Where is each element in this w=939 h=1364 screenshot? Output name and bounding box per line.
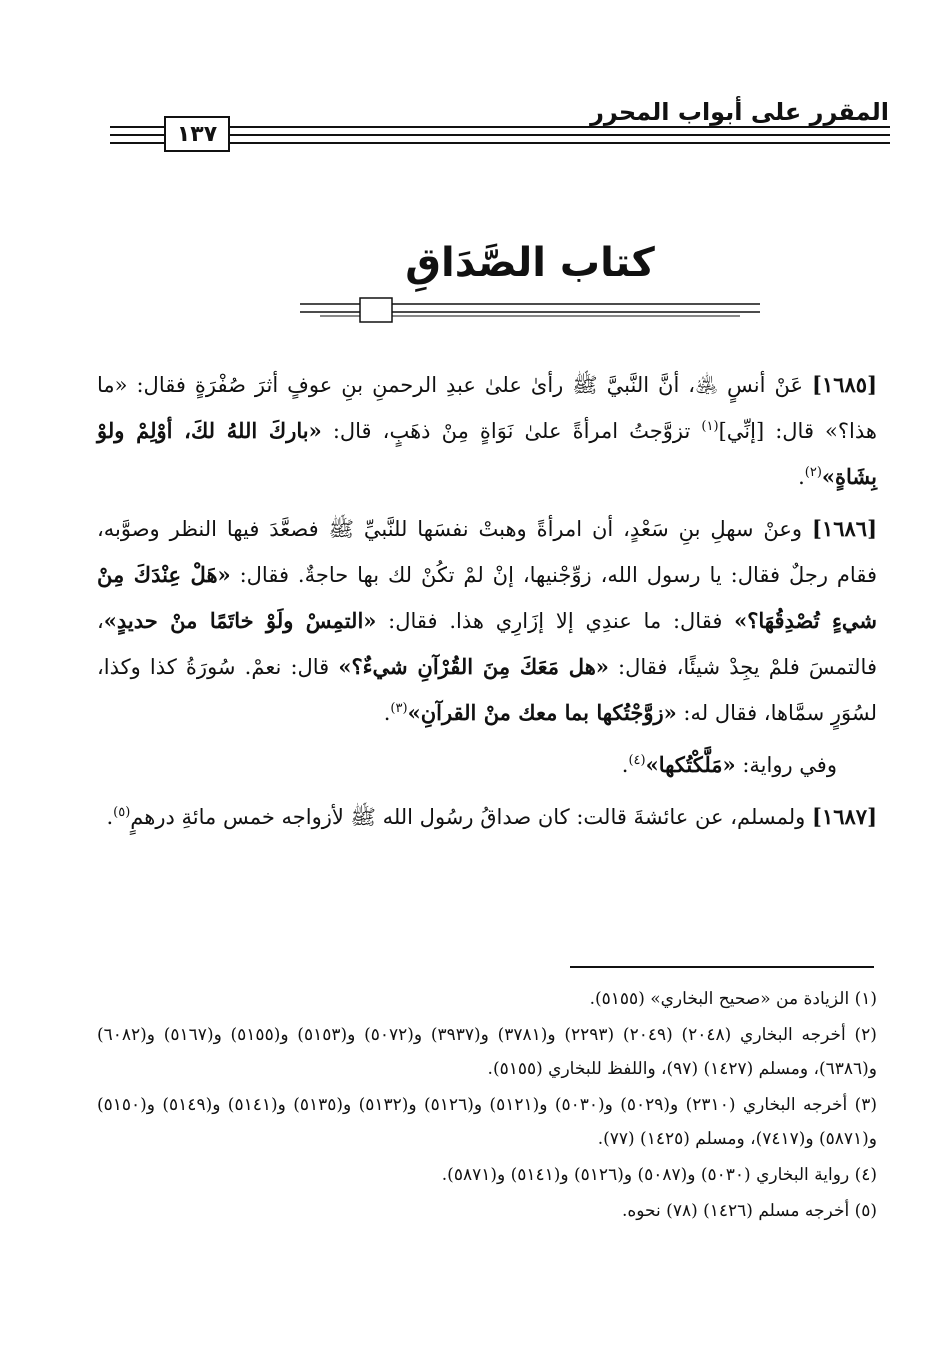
prophetic-quote: «باركَ اللهُ لكَ، أوْلِمْ ولوْ بِشَاةٍ» <box>97 418 877 489</box>
hadith-text: عَنْ أنسٍ ﵁، أنَّ النَّبيَّ ﷺ رأىٰ علىٰ عبدِ الرحمنِ بنِ عوفٍ أثرَ صُفْرَةٍ فقال: «ما هذا؟» قال: [إنِّي] <box>97 373 877 443</box>
footnote-1: (١) الزيادة من «صحيح البخاري» (٥١٥٥). <box>589 989 877 1009</box>
footnote-separator <box>570 966 874 968</box>
prophetic-quote: «التمِسْ ولَوْ خاتَمًا منْ حديدٍ» <box>103 608 377 633</box>
hadith-1686 <box>97 506 877 736</box>
prophetic-quote: «هل مَعَكَ مِنَ القُرْآنِ شيءٌ؟» <box>338 654 609 679</box>
hadith-text: وعنْ سهلِ بنِ سَعْدٍ، أن امرأةً وهبتْ نفسَها للنَّبيِّ ﷺ فصعَّدَ فيها النظر وصوَّبه، فقام رجلٌ فقال: يا رسول الله، زوِّجْنيها، إنْ لمْ تكُنْ لك بها حاجةٌ. فقال: <box>97 517 877 587</box>
footnote-ref: (١) <box>701 419 719 434</box>
hadith-number: [١٦٨٥] <box>812 372 877 397</box>
footnote-ref: (٥) <box>113 805 131 820</box>
footnote-5: (٥) أخرجه مسلم (١٤٢٦) (٧٨) نحوه. <box>621 1201 877 1221</box>
hadith-text: قال: نعمْ. سُورَةُ كذا وكذا، لسُوَرٍ سمَّاها، فقال له: <box>97 655 877 725</box>
period: . <box>106 805 114 829</box>
prophetic-quote: «زوَّجْتُكها بما معك منْ القرآنِ» <box>407 700 677 725</box>
footnote-ref: (٣) <box>390 701 408 716</box>
footnote-4: (٤) رواية البخاري (٥٠٣٠) و(٥٠٨٧) و(٥١٢٦) و(٥١٤١) و(٥٨٧١). <box>441 1165 877 1185</box>
period: . <box>621 753 629 777</box>
hadith-text: ولمسلم، عن عائشةَ قالت: كان صداقُ رسُول الله ﷺ لأزواجه خمس مائةِ درهمٍ <box>130 805 806 829</box>
footnotes <box>97 982 877 1230</box>
footnote-ref: (٤) <box>628 753 646 768</box>
period: . <box>383 701 391 725</box>
hadith-number: [١٦٨٧] <box>812 804 877 829</box>
hadith-text: ، فالتمسَ فلمْ يجِدْ شيئًا، فقال: <box>97 609 877 679</box>
title-ornament <box>290 290 770 330</box>
footnote-3: (٣) أخرجه البخاري (٢٣١٠) و(٥٠٢٩) و(٥٠٣٠) و(٥١٢١) و(٥١٢٦) و(٥١٣٢) و(٥١٣٥) و(٥١٤١) و(٥١٤٩) و(٥١٥٠) و(٥٨٧١) و(٧٤١٧)، ومسلم (١٤٢٥) (٧٧). <box>97 1095 877 1149</box>
main-text <box>97 362 877 846</box>
prophetic-quote: «مَلَّكْتُكها» <box>645 752 736 777</box>
hadith-text: تزوَّجتُ امرأةً علىٰ نَوَاةٍ مِنْ ذهَبٍ، قال: <box>321 419 702 443</box>
chapter-title: كتاب الصَّدَاقِ <box>405 240 655 286</box>
prophetic-quote: «هَلْ عِنْدَكَ مِنْ شيءٍ تُصْدِقُهَا؟» <box>97 562 877 633</box>
hadith-1687 <box>97 794 877 840</box>
variant-narration <box>97 742 877 788</box>
running-header-title: المقرر على أبواب المحرر <box>590 98 889 126</box>
hadith-number: [١٦٨٦] <box>812 516 877 541</box>
footnote-2: (٢) أخرجه البخاري (٢٠٤٨) (٢٠٤٩) (٢٢٩٣) و(٣٧٨١) و(٣٩٣٧) و(٥٠٧٢) و(٥١٥٣) و(٥١٥٥) و(٥١٦٧) و(٦٠٨٢) و(٦٣٨٦)، ومسلم (١٤٢٧) (٩٧)، واللفظ للبخاري (٥١٥٥). <box>97 1025 877 1079</box>
period: . <box>798 465 805 489</box>
page-number: ١٣٧ <box>164 116 230 152</box>
variant-text: وفي رواية: <box>735 753 837 777</box>
hadith-text: فقال: ما عندِي إلا إزَارِي هذا. فقال: <box>376 609 735 633</box>
hadith-1685 <box>97 362 877 500</box>
footnote-ref: (٢) <box>804 465 822 480</box>
